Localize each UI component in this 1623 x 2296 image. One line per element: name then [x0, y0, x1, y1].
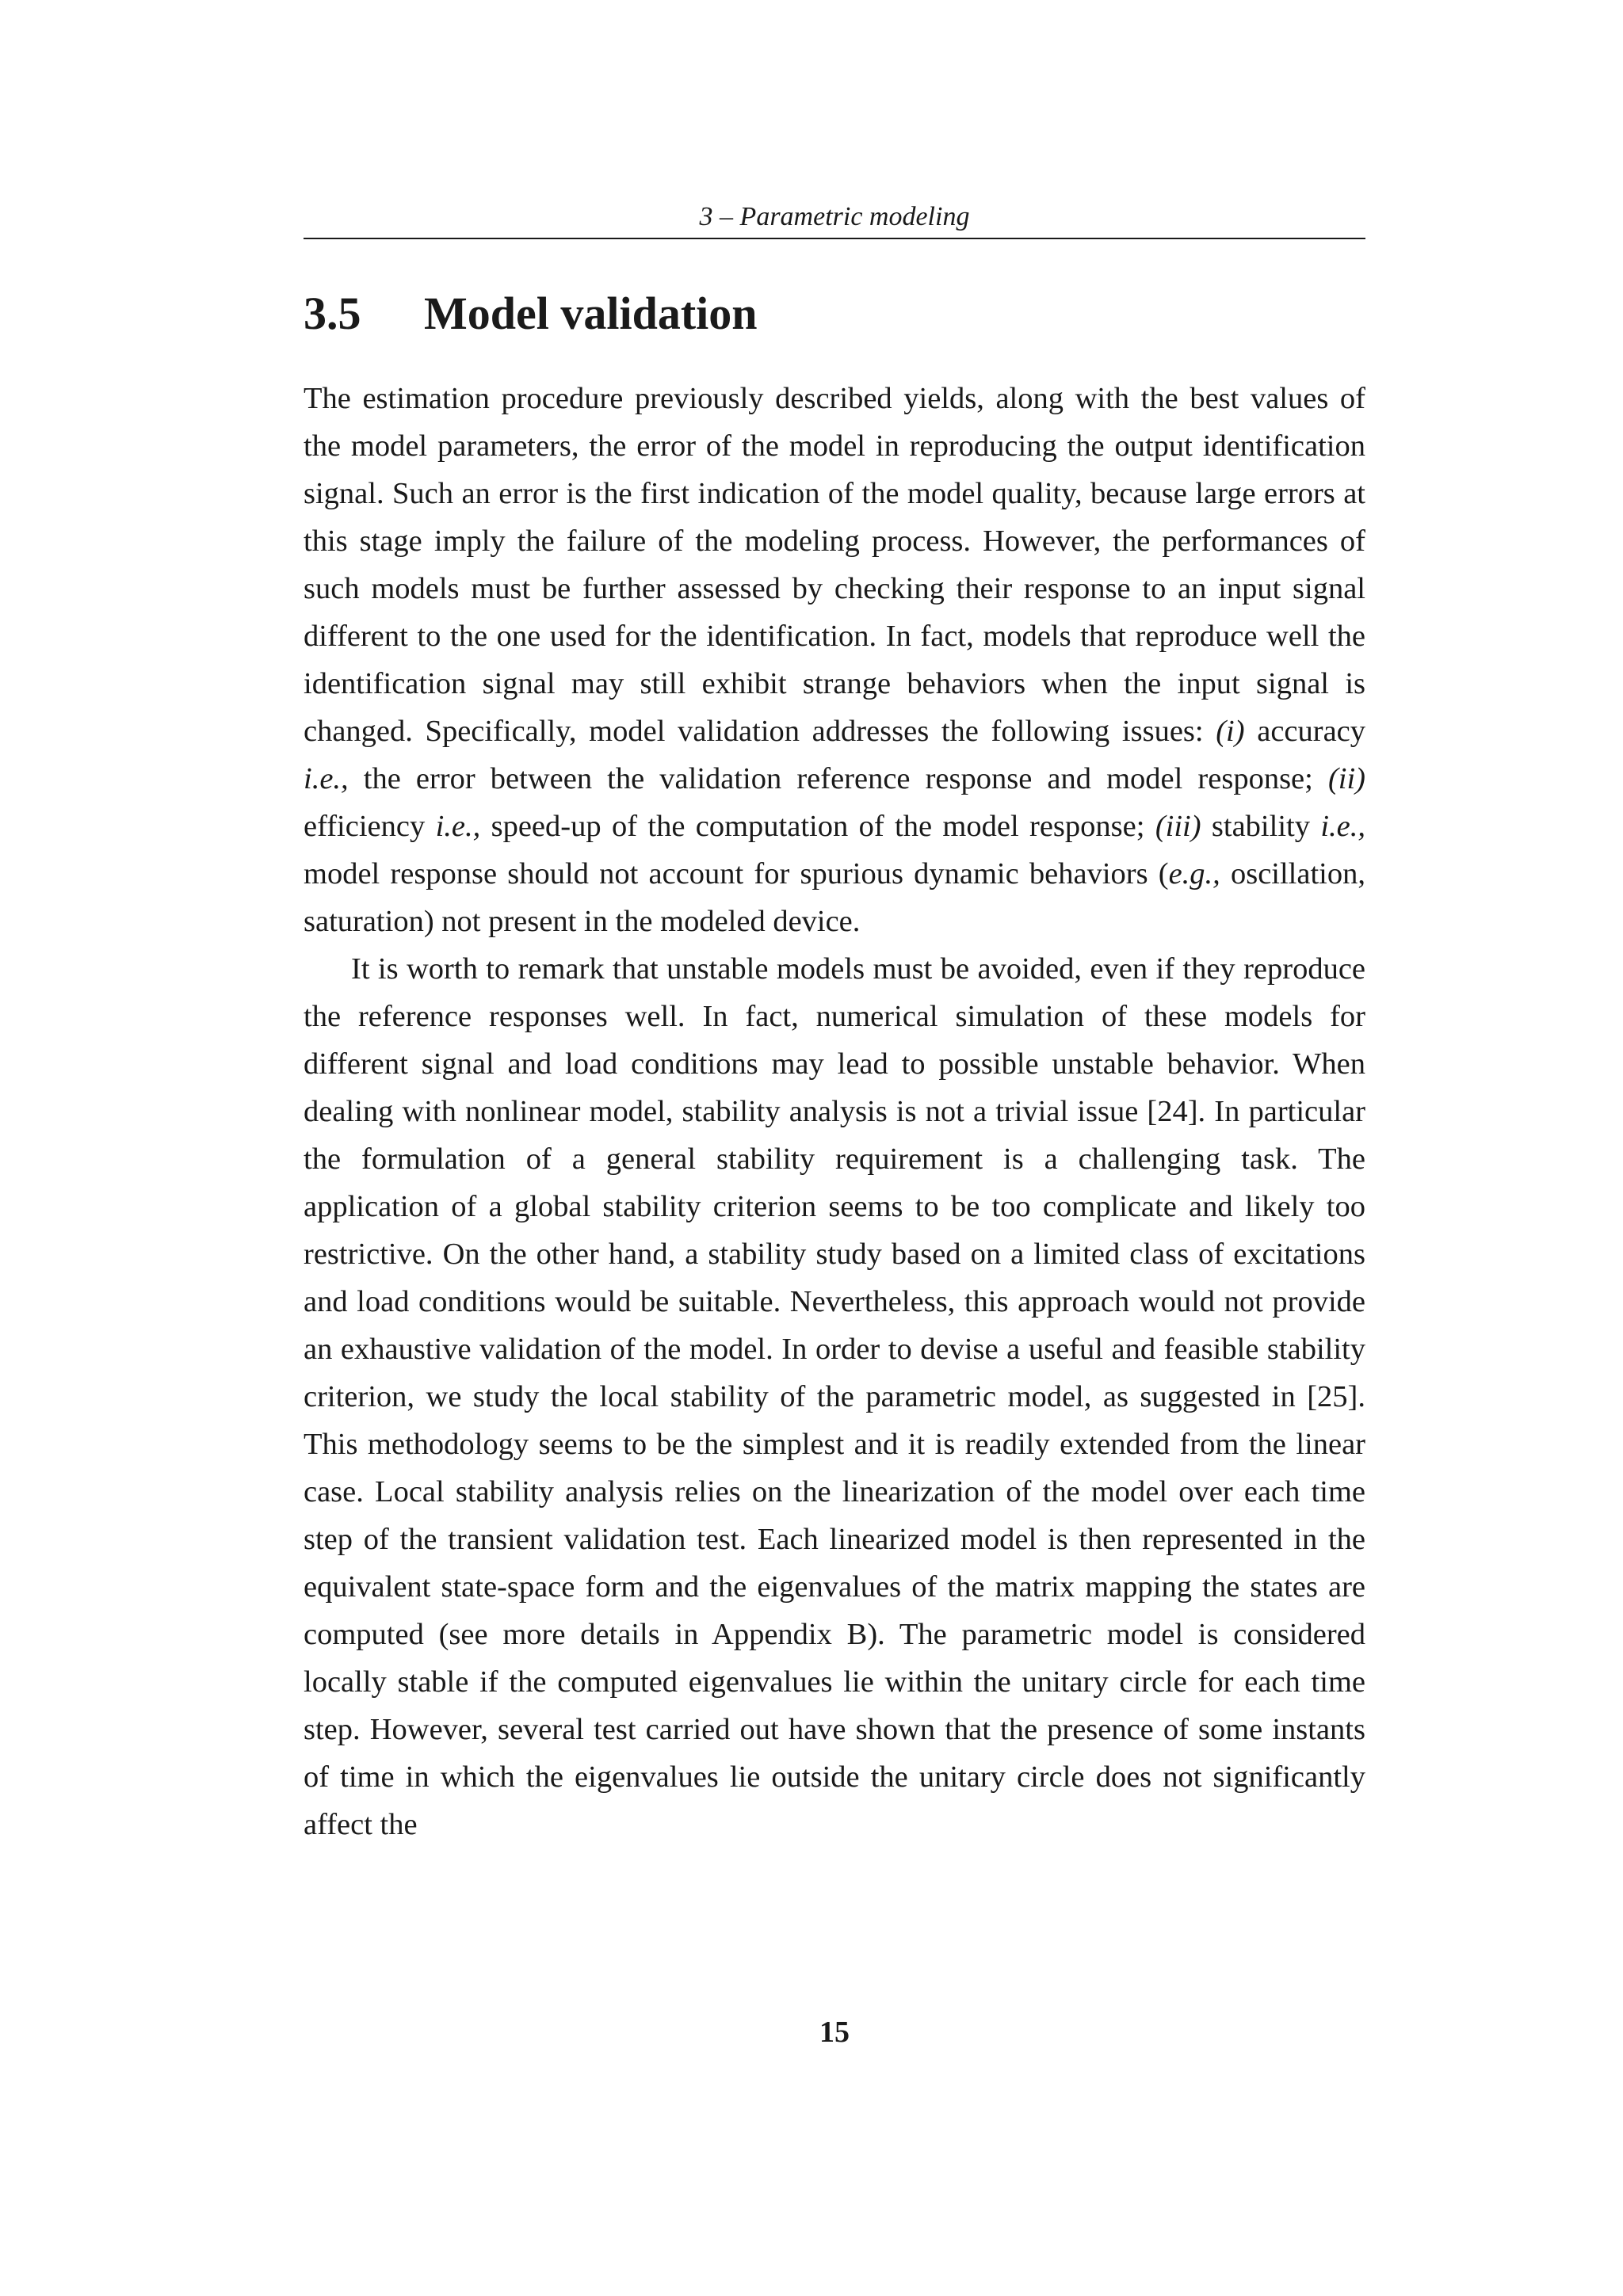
paragraph-2 [304, 945, 1365, 1848]
italic-text-segment: i.e., [1320, 810, 1365, 843]
text-segment: speed-up of the computation of the model response; [480, 810, 1155, 843]
italic-text-segment: e.g., [1168, 857, 1220, 891]
text-segment: stability [1201, 810, 1321, 843]
italic-text-segment: (iii) [1155, 810, 1201, 843]
italic-text-segment: (ii) [1327, 762, 1365, 795]
running-header: 3 – Parametric modeling [699, 202, 970, 231]
italic-text-segment: (i) [1216, 715, 1245, 748]
text-segment: efficiency [304, 810, 436, 843]
section-title: Model validation [424, 288, 758, 339]
italic-text-segment: i.e., [304, 762, 349, 795]
paragraph-1 [304, 375, 1365, 945]
text-segment: oscillation, saturation) not present in the modeled device. [304, 857, 1365, 938]
section-number: 3.5 [304, 288, 361, 339]
text-segment: It is worth to remark that unstable models must be avoided, even if they reproduce the reference responses well. In fact, numerical simulation of these models for different signal and load conditions may lead to possible unstable behavior. When dealing with nonlinear model, stability analysis is not a trivial issue [24]. In particular the formulation of a general stability requirement is a challenging task. The application of a global stability criterion seems to be too complicate and likely too restrictive. On the other hand, a stability study based on a limited class of excitations and load conditions would be suitable. Nevertheless, this approach would not provide an exhaustive validation of the model. In order to devise a useful and feasible stability criterion, we study the local stability of the parametric model, as suggested in [25]. This methodology seems to be the simplest and it is readily extended from the linear case. Local stability analysis relies on the linearization of the model over each time step of the transient validation test. Each linearized model is then represented in the equivalent state-space form and the eigenvalues of the matrix mapping the states are computed (see more details in Appendix B). The parametric model is considered locally stable if the computed eigenvalues lie within the unitary circle for each time step. However, several test carried out have shown that the presence of some instants of time in which the eigenvalues lie outside the unitary circle does not significantly affect the [304, 952, 1365, 1841]
text-segment: the error between the validation reference response and model response; [348, 762, 1328, 795]
body-text [304, 375, 1365, 1848]
text-segment: model response should not account for spurious dynamic behaviors ( [304, 857, 1169, 891]
text-segment: The estimation procedure previously described yields, along with the best values of the model parameters, the error of the model in reproducing the output identification signal. Such an error is the first indication of the model quality, because large errors at this stage imply the failure of the modeling process. However, the performances of such models must be further assessed by checking their response to an input signal different to the one used for the identification. In fact, models that reproduce well the identification signal may still exhibit strange behaviors when the input signal is changed. Specifically, model validation addresses the following issues: [304, 382, 1365, 748]
italic-text-segment: i.e., [435, 810, 481, 843]
text-segment: accuracy [1244, 715, 1365, 748]
section-heading [304, 282, 1365, 345]
header-rule [304, 238, 1365, 239]
page-number: 15 [819, 2016, 850, 2049]
